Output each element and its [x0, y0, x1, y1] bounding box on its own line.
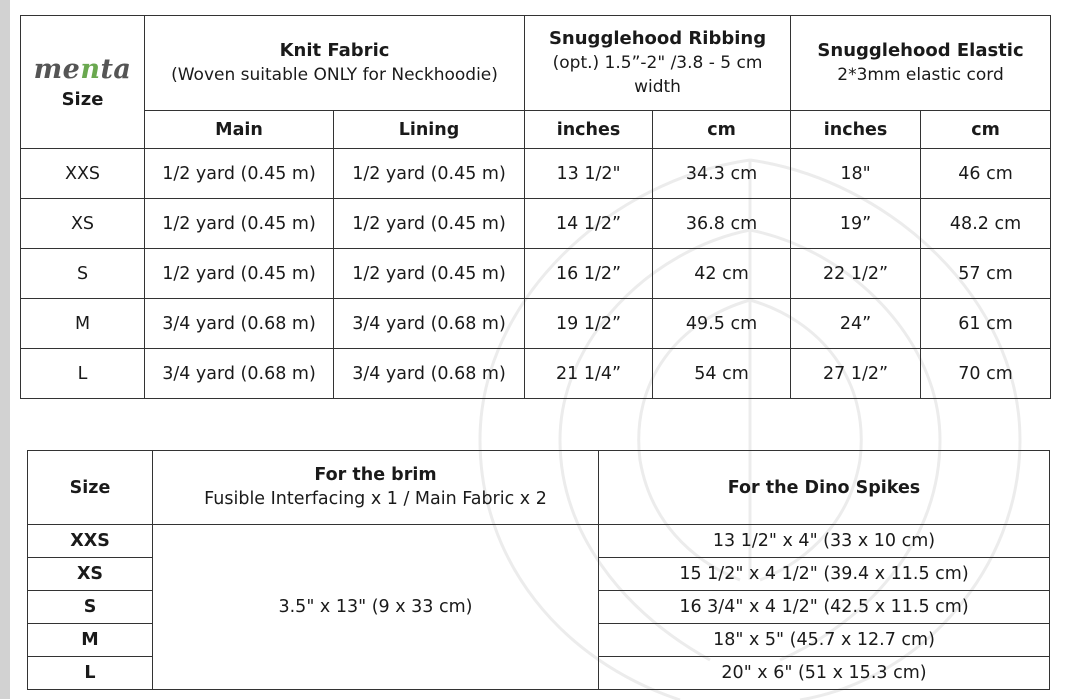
ribbing-cm-cell: 34.3 cm [653, 149, 791, 199]
size-cell: XXS [21, 149, 145, 199]
brim-value-cell: 3.5" x 13" (9 x 33 cm) [153, 525, 599, 690]
main-cell: 1/2 yard (0.45 m) [145, 199, 334, 249]
ribbing-cm-cell: 42 cm [653, 249, 791, 299]
lining-cell: 1/2 yard (0.45 m) [334, 149, 525, 199]
ribbing-inches-cell: 16 1/2” [525, 249, 653, 299]
table-row [28, 525, 1050, 558]
lining-subheader: Lining [334, 111, 525, 149]
elastic-cm-cell: 57 cm [921, 249, 1051, 299]
ribbing-cm-cell: 36.8 cm [653, 199, 791, 249]
main-cell: 3/4 yard (0.68 m) [145, 349, 334, 399]
size-cell: L [21, 349, 145, 399]
brim-title: For the brim [314, 464, 437, 485]
elastic-cm-subheader: cm [921, 111, 1051, 149]
size-cell: S [28, 591, 153, 624]
main-cell: 1/2 yard (0.45 m) [145, 249, 334, 299]
table-row [21, 199, 1051, 249]
lining-cell: 3/4 yard (0.68 m) [334, 299, 525, 349]
ribbing-cm-cell: 49.5 cm [653, 299, 791, 349]
ribbing-cm-cell: 54 cm [653, 349, 791, 399]
elastic-inches-cell: 27 1/2” [791, 349, 921, 399]
elastic-cm-cell: 48.2 cm [921, 199, 1051, 249]
main-cell: 1/2 yard (0.45 m) [145, 149, 334, 199]
size-header: Size [28, 451, 153, 525]
spikes-header: For the Dino Spikes [599, 451, 1050, 525]
lining-cell: 1/2 yard (0.45 m) [334, 249, 525, 299]
spikes-cell: 18" x 5" (45.7 x 12.7 cm) [599, 624, 1050, 657]
ribbing-cm-subheader: cm [653, 111, 791, 149]
size-cell: XS [28, 558, 153, 591]
page-edge-strip [0, 0, 10, 699]
elastic-inches-cell: 24” [791, 299, 921, 349]
menta-logo: menta [33, 53, 132, 85]
table-row [21, 149, 1051, 199]
table-row [21, 299, 1051, 349]
knit-fabric-header [145, 16, 525, 111]
main-subheader: Main [145, 111, 334, 149]
spikes-cell: 16 3/4" x 4 1/2" (42.5 x 11.5 cm) [599, 591, 1050, 624]
ribbing-subtitle-width: width [634, 77, 681, 97]
size-header-cell [21, 16, 145, 149]
elastic-cm-cell: 61 cm [921, 299, 1051, 349]
size-cell: XS [21, 199, 145, 249]
elastic-cm-cell: 70 cm [921, 349, 1051, 399]
knit-fabric-title: Knit Fabric [279, 40, 390, 61]
size-cell: XXS [28, 525, 153, 558]
size-header: Size [61, 88, 104, 110]
elastic-inches-cell: 18" [791, 149, 921, 199]
fabric-requirements-table [20, 15, 1051, 399]
elastic-title: Snugglehood Elastic [817, 40, 1024, 61]
ribbing-subtitle: (opt.) 1.5”-2" /3.8 - 5 cm [552, 53, 763, 73]
elastic-header [791, 16, 1051, 111]
spikes-cell: 15 1/2" x 4 1/2" (39.4 x 11.5 cm) [599, 558, 1050, 591]
spikes-cell: 13 1/2" x 4" (33 x 10 cm) [599, 525, 1050, 558]
lining-cell: 3/4 yard (0.68 m) [334, 349, 525, 399]
elastic-inches-cell: 22 1/2” [791, 249, 921, 299]
brim-header [153, 451, 599, 525]
elastic-inches-cell: 19” [791, 199, 921, 249]
main-cell: 3/4 yard (0.68 m) [145, 299, 334, 349]
ribbing-inches-cell: 14 1/2” [525, 199, 653, 249]
ribbing-inches-subheader: inches [525, 111, 653, 149]
ribbing-header [525, 16, 791, 111]
ribbing-inches-cell: 19 1/2” [525, 299, 653, 349]
ribbing-title: Snugglehood Ribbing [548, 28, 767, 49]
table-row [21, 349, 1051, 399]
size-cell: M [28, 624, 153, 657]
elastic-subtitle: 2*3mm elastic cord [837, 65, 1004, 85]
knit-fabric-subtitle: (Woven suitable ONLY for Neckhoodie) [171, 65, 498, 85]
size-cell: S [21, 249, 145, 299]
ribbing-inches-cell: 21 1/4” [525, 349, 653, 399]
size-cell: M [21, 299, 145, 349]
brim-subtitle: Fusible Interfacing x 1 / Main Fabric x 2 [204, 488, 547, 509]
table-row [21, 249, 1051, 299]
spikes-cell: 20" x 6" (51 x 15.3 cm) [599, 657, 1050, 690]
elastic-cm-cell: 46 cm [921, 149, 1051, 199]
brim-and-spikes-table [27, 450, 1050, 690]
elastic-inches-subheader: inches [791, 111, 921, 149]
size-cell: L [28, 657, 153, 690]
lining-cell: 1/2 yard (0.45 m) [334, 199, 525, 249]
ribbing-inches-cell: 13 1/2" [525, 149, 653, 199]
